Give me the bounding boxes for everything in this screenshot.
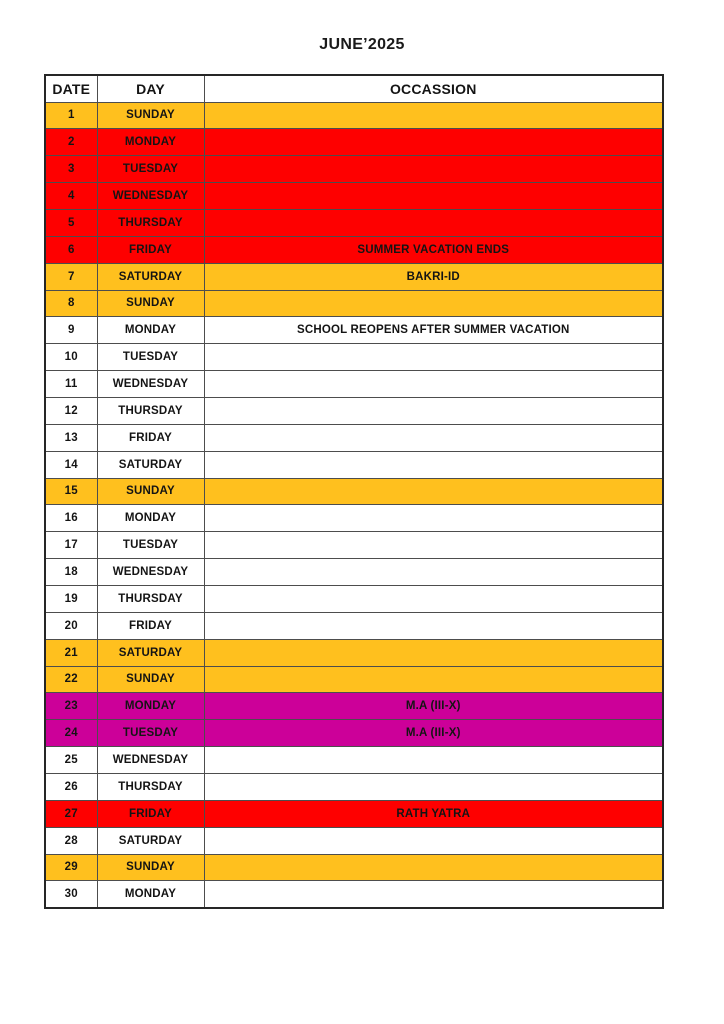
table-row [45,371,663,398]
table-row [45,639,663,666]
occasion-cell: M.A (III-X) [204,693,663,720]
day-cell: SATURDAY [97,639,204,666]
day-cell: MONDAY [97,317,204,344]
date-cell: 21 [45,639,97,666]
calendar-body [45,102,663,908]
table-row [45,693,663,720]
date-cell: 7 [45,263,97,290]
date-cell: 27 [45,800,97,827]
table-row [45,505,663,532]
day-cell: WEDNESDAY [97,747,204,774]
occasion-cell [204,532,663,559]
occasion-cell [204,129,663,156]
date-cell: 16 [45,505,97,532]
table-row [45,102,663,129]
date-cell: 22 [45,666,97,693]
occasion-cell [204,612,663,639]
occasion-cell [204,478,663,505]
occasion-cell: SCHOOL REOPENS AFTER SUMMER VACATION [204,317,663,344]
occasion-cell [204,397,663,424]
date-cell: 2 [45,129,97,156]
day-cell: THURSDAY [97,773,204,800]
date-cell: 9 [45,317,97,344]
day-cell: SUNDAY [97,666,204,693]
day-cell: TUESDAY [97,532,204,559]
table-row [45,236,663,263]
date-cell: 29 [45,854,97,881]
table-row [45,747,663,774]
day-cell: MONDAY [97,129,204,156]
header-row [45,75,663,102]
day-cell: THURSDAY [97,397,204,424]
table-row [45,720,663,747]
table-row [45,827,663,854]
day-cell: TUESDAY [97,720,204,747]
day-cell: SUNDAY [97,102,204,129]
date-cell: 3 [45,156,97,183]
date-cell: 15 [45,478,97,505]
date-cell: 11 [45,371,97,398]
table-row [45,585,663,612]
occasion-cell [204,639,663,666]
table-row [45,854,663,881]
day-cell: MONDAY [97,505,204,532]
date-cell: 24 [45,720,97,747]
date-cell: 5 [45,209,97,236]
table-row [45,559,663,586]
day-cell: FRIDAY [97,424,204,451]
occasion-cell [204,371,663,398]
date-cell: 6 [45,236,97,263]
table-row [45,612,663,639]
day-cell: FRIDAY [97,800,204,827]
day-cell: WEDNESDAY [97,559,204,586]
occasion-cell [204,156,663,183]
table-row [45,209,663,236]
date-cell: 25 [45,747,97,774]
day-cell: FRIDAY [97,236,204,263]
date-cell: 1 [45,102,97,129]
day-cell: WEDNESDAY [97,371,204,398]
table-row [45,263,663,290]
table-row [45,532,663,559]
table-row [45,129,663,156]
date-cell: 14 [45,451,97,478]
day-cell: THURSDAY [97,209,204,236]
day-cell: SUNDAY [97,290,204,317]
date-cell: 20 [45,612,97,639]
day-cell: TUESDAY [97,156,204,183]
occasion-cell [204,881,663,908]
table-row [45,156,663,183]
day-cell: MONDAY [97,693,204,720]
occasion-cell [204,102,663,129]
occasion-cell: M.A (III-X) [204,720,663,747]
occasion-cell: SUMMER VACATION ENDS [204,236,663,263]
day-cell: TUESDAY [97,344,204,371]
day-cell: SATURDAY [97,827,204,854]
table-row [45,800,663,827]
day-cell: THURSDAY [97,585,204,612]
table-row [45,478,663,505]
table-row [45,881,663,908]
date-cell: 4 [45,183,97,210]
day-cell: SUNDAY [97,854,204,881]
date-cell: 23 [45,693,97,720]
table-row [45,451,663,478]
date-cell: 12 [45,397,97,424]
table-row [45,344,663,371]
occasion-cell [204,585,663,612]
table-row [45,424,663,451]
occasion-cell [204,773,663,800]
table-row [45,397,663,424]
occasion-cell [204,344,663,371]
date-cell: 28 [45,827,97,854]
date-cell: 18 [45,559,97,586]
day-cell: SUNDAY [97,478,204,505]
occasion-cell [204,559,663,586]
occasion-cell [204,209,663,236]
occasion-cell: BAKRI-ID [204,263,663,290]
calendar-table [44,74,664,909]
date-cell: 19 [45,585,97,612]
date-cell: 13 [45,424,97,451]
table-row [45,666,663,693]
day-cell: FRIDAY [97,612,204,639]
col-header-occasion: OCCASSION [204,75,663,102]
col-header-date: DATE [45,75,97,102]
occasion-cell [204,290,663,317]
occasion-cell [204,854,663,881]
table-row [45,317,663,344]
occasion-cell [204,424,663,451]
occasion-cell [204,827,663,854]
day-cell: SATURDAY [97,451,204,478]
date-cell: 10 [45,344,97,371]
date-cell: 17 [45,532,97,559]
day-cell: MONDAY [97,881,204,908]
page-title: JUNE’2025 [319,36,405,53]
date-cell: 30 [45,881,97,908]
day-cell: SATURDAY [97,263,204,290]
table-row [45,773,663,800]
col-header-day: DAY [97,75,204,102]
occasion-cell: RATH YATRA [204,800,663,827]
date-cell: 26 [45,773,97,800]
date-cell: 8 [45,290,97,317]
day-cell: WEDNESDAY [97,183,204,210]
table-row [45,183,663,210]
occasion-cell [204,747,663,774]
occasion-cell [204,505,663,532]
occasion-cell [204,183,663,210]
table-row [45,290,663,317]
occasion-cell [204,451,663,478]
occasion-cell [204,666,663,693]
